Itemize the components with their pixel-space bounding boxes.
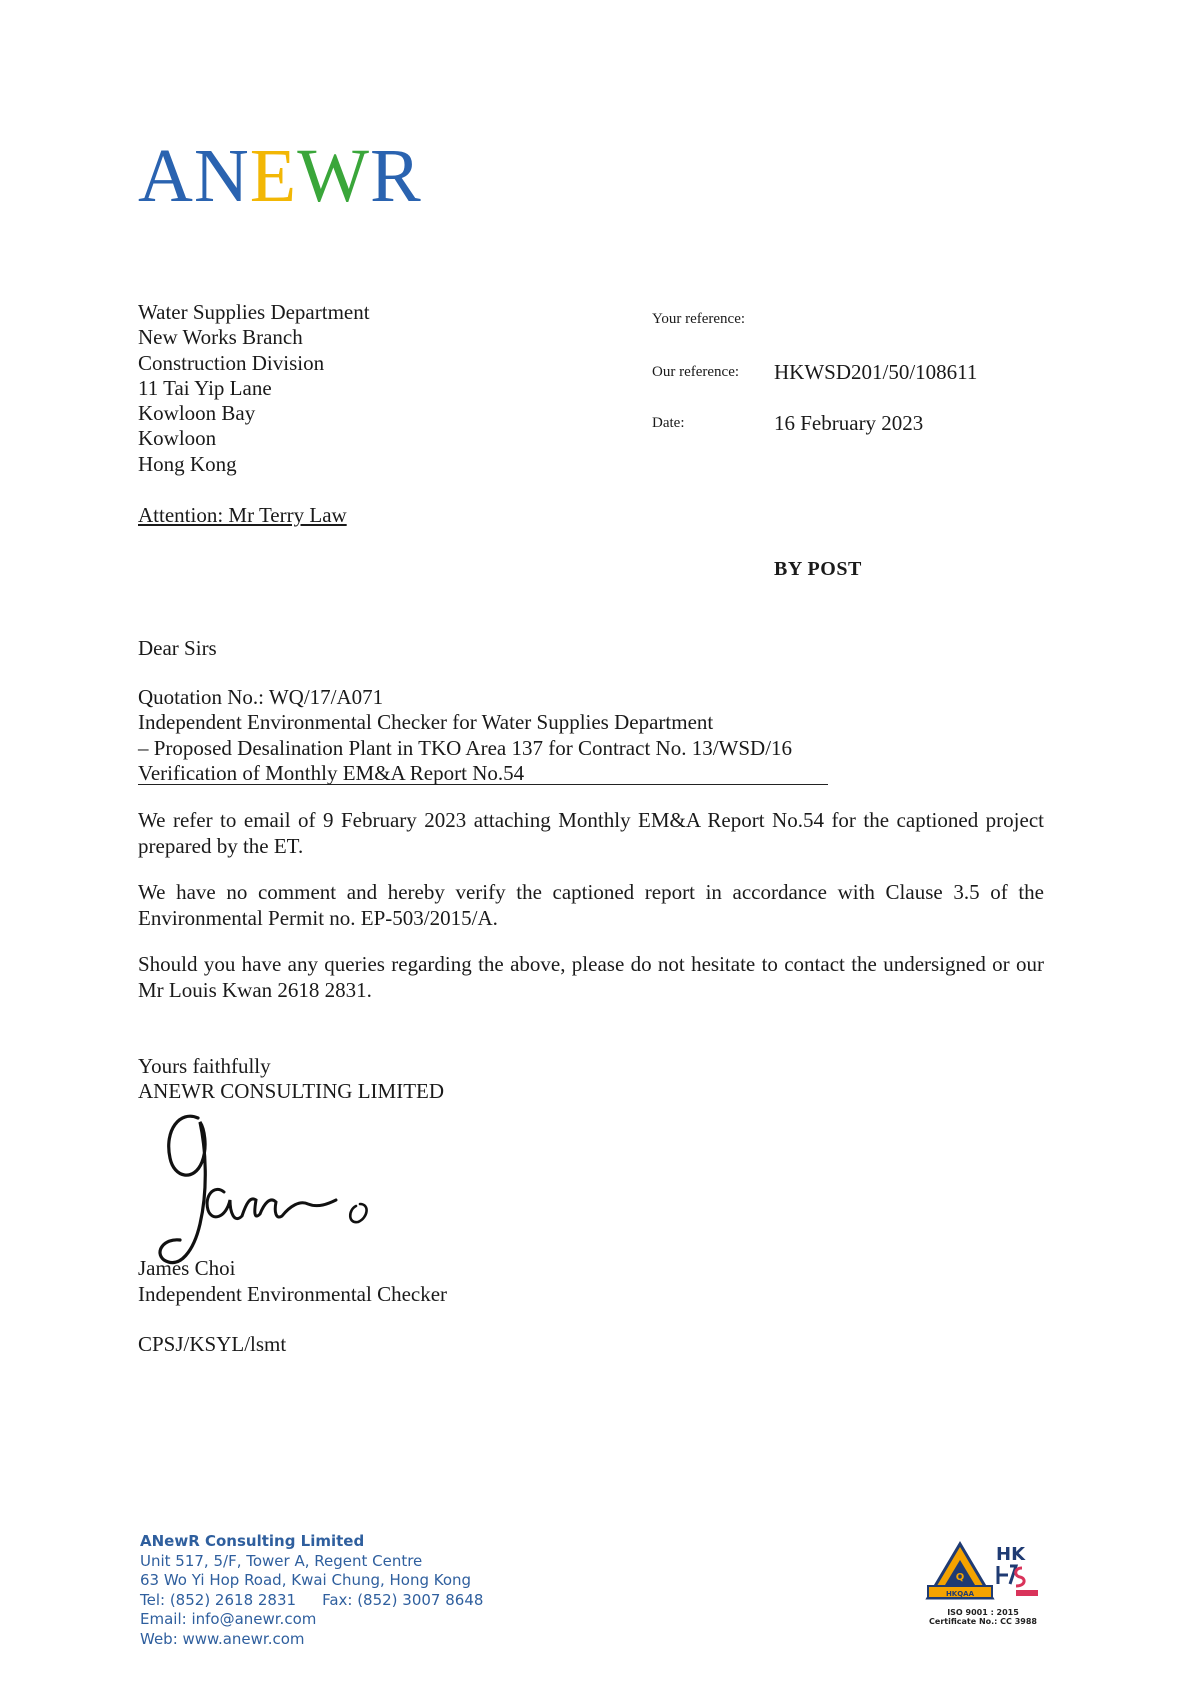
footer-address: 63 Wo Yi Hop Road, Kwai Chung, Hong Kong: [140, 1571, 472, 1589]
attention-line: Attention: Mr Terry Law: [138, 503, 347, 527]
your-reference-label: Your reference:: [652, 311, 746, 327]
reference-initials: CPSJ/KSYL/lsmt: [138, 1332, 287, 1356]
our-reference-label: Our reference:: [652, 364, 740, 380]
address-line: Hong Kong: [138, 451, 237, 476]
logo-letter: N: [193, 134, 250, 218]
subject-block: [138, 685, 828, 786]
body-paragraph: We have no comment and hereby verify the captioned report in accordance with Clause 3.5 of the Environmental Permit no. EP-503/2015/A.: [138, 880, 1044, 930]
address-line: Kowloon: [138, 426, 217, 451]
closing-block: [138, 1054, 444, 1104]
hkqaa-text: HKQAA: [945, 1590, 975, 1598]
company-logo: [138, 134, 422, 218]
hk-letters: HK: [996, 1544, 1026, 1565]
closing-line: Yours faithfully: [138, 1054, 271, 1078]
subject-line: – Proposed Desalination Plant in TKO Area 137 for Contract No. 13/WSD/16: [138, 735, 793, 760]
footer-email: Email: info@anewr.com: [140, 1610, 317, 1628]
delivery-method: BY POST: [774, 558, 862, 580]
address-line: Construction Division: [138, 350, 325, 375]
body-paragraph: We refer to email of 9 February 2023 attaching Monthly EM&A Report No.54 for the captioned project prepared by the ET.: [138, 808, 1044, 858]
signer-block: [138, 1256, 447, 1307]
address-line: Kowloon Bay: [138, 401, 256, 426]
body-paragraph: Should you have any queries regarding the above, please do not hesitate to contact the undersigned or our Mr Louis Kwan 2618 2831.: [138, 952, 1044, 1002]
iso-certification-icon: [918, 1540, 1048, 1602]
logo-letter: E: [249, 134, 298, 218]
footer-company: ANewR Consulting Limited: [140, 1532, 365, 1550]
signer-name: James Choi: [138, 1256, 236, 1280]
company-name-closing: ANEWR CONSULTING LIMITED: [138, 1079, 445, 1103]
certificate-number: Certificate No.: CC 3988: [929, 1617, 1037, 1626]
q-letter: Q: [955, 1572, 965, 1583]
logo-letter: A: [138, 134, 194, 218]
footer-contact: [140, 1532, 483, 1649]
subject-line: Independent Environmental Checker for Water Supplies Department: [138, 710, 714, 735]
date-label: Date:: [652, 415, 685, 431]
subject-line: Quotation No.: WQ/17/A071: [138, 685, 384, 709]
recipient-address: [138, 300, 370, 477]
signature-image: [150, 1100, 430, 1280]
address-line: New Works Branch: [138, 325, 303, 350]
subject-line-underlined: Verification of Monthly EM&A Report No.54: [138, 762, 828, 785]
address-line: Water Supplies Department: [138, 300, 370, 324]
footer-address: Unit 517, 5/F, Tower A, Regent Centre: [140, 1551, 423, 1570]
footer-fax: Fax: (852) 3007 8648: [322, 1590, 484, 1609]
footer-web: Web: www.anewr.com: [140, 1629, 305, 1648]
footer-tel: Tel: (852) 2618 2831: [140, 1590, 297, 1609]
address-line: 11 Tai Yip Lane: [138, 375, 272, 400]
salutation: Dear Sirs: [138, 636, 217, 660]
date-value: 16 February 2023: [774, 411, 924, 435]
iso-standard: ISO 9001 : 2015: [947, 1608, 1019, 1617]
logo-letter: R: [369, 134, 422, 218]
certification-mark: [918, 1540, 1048, 1626]
our-reference-value: HKWSD201/50/108611: [774, 360, 978, 384]
signer-title: Independent Environmental Checker: [138, 1281, 448, 1306]
logo-letter: W: [297, 134, 370, 218]
